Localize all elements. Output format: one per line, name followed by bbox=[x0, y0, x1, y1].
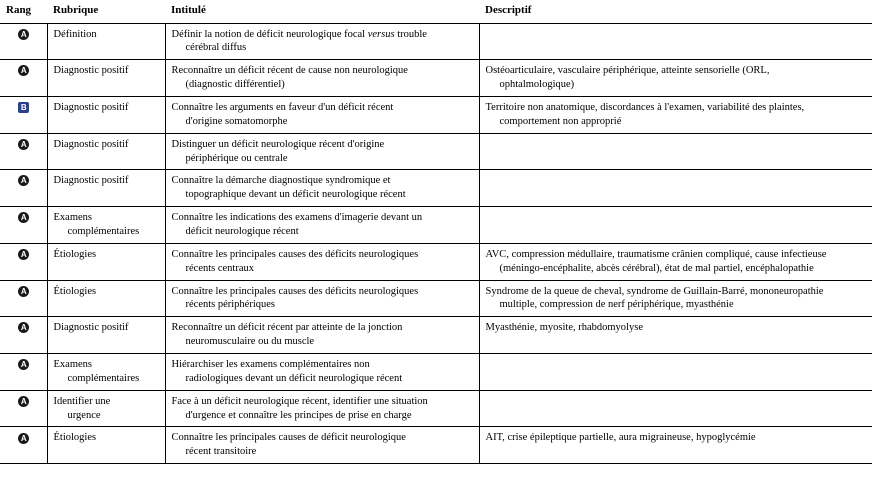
table-cell-intitule bbox=[165, 133, 479, 170]
rubrique-text: Diagnostic positif bbox=[53, 175, 129, 187]
table-cell-descriptif bbox=[479, 133, 872, 170]
rank-a-badge: A bbox=[18, 286, 29, 297]
intitule-text: Connaître les arguments en faveur d'un déficit récent bbox=[171, 101, 394, 113]
table-cell-rubrique bbox=[47, 317, 165, 354]
column-header-intitule: Intitulé bbox=[165, 0, 479, 23]
table-cell-descriptif bbox=[479, 170, 872, 207]
rubrique-text: Diagnostic positif bbox=[53, 322, 129, 334]
descriptif-text-continued: ophtalmologique) bbox=[499, 79, 575, 91]
intitule-text-continued: (diagnostic différentiel) bbox=[185, 79, 285, 91]
table-row bbox=[0, 60, 872, 97]
intitule-text-continued: récents centraux bbox=[185, 262, 255, 274]
intitule-text-emphasis: versus bbox=[367, 28, 395, 40]
intitule-text-tail: trouble bbox=[394, 28, 427, 40]
intitule-text: Reconnaître un déficit récent de cause non neurologique bbox=[171, 65, 408, 77]
rubrique-text-continued: urgence bbox=[67, 409, 101, 421]
table-cell-descriptif bbox=[479, 207, 872, 244]
intitule-text-continued: déficit neurologique récent bbox=[185, 225, 299, 237]
table-header-row bbox=[0, 0, 872, 23]
table-cell-descriptif bbox=[479, 23, 872, 60]
table-cell-intitule bbox=[165, 280, 479, 317]
table-cell-rubrique bbox=[47, 427, 165, 464]
descriptif-text: Syndrome de la queue de cheval, syndrome de Guillain-Barré, mononeuropathie bbox=[485, 285, 824, 297]
table-cell-rang bbox=[0, 280, 47, 317]
table-row bbox=[0, 353, 872, 390]
rank-a-badge: A bbox=[18, 322, 29, 333]
table-cell-rubrique bbox=[47, 23, 165, 60]
table-cell-intitule bbox=[165, 170, 479, 207]
table-cell-descriptif bbox=[479, 280, 872, 317]
table-cell-descriptif bbox=[479, 317, 872, 354]
intitule-text-continued: périphérique ou centrale bbox=[185, 152, 288, 164]
table-body bbox=[0, 23, 872, 464]
intitule-text-continued: d'urgence et connaître les principes de prise en charge bbox=[185, 409, 412, 421]
rubrique-text: Étiologies bbox=[53, 248, 97, 260]
intitule-text: Connaître les indications des examens d'imagerie devant un bbox=[171, 212, 423, 224]
descriptif-text-continued: (méningo-encéphalite, abcès cérébral), état de mal partiel, encéphalopathie bbox=[499, 262, 814, 274]
column-header-rang: Rang bbox=[0, 0, 47, 23]
rank-a-badge: A bbox=[18, 396, 29, 407]
intitule-text: Connaître les principales causes des déficits neurologiques bbox=[171, 285, 419, 297]
descriptif-text: Ostéoarticulaire, vasculaire périphérique, atteinte sensorielle (ORL, bbox=[485, 65, 770, 77]
rank-a-badge: A bbox=[18, 212, 29, 223]
table-row bbox=[0, 243, 872, 280]
intitule-text: Distinguer un déficit neurologique récent d'origine bbox=[171, 138, 385, 150]
table-cell-descriptif bbox=[479, 390, 872, 427]
table-row bbox=[0, 207, 872, 244]
table-row bbox=[0, 427, 872, 464]
table-cell-intitule bbox=[165, 390, 479, 427]
table-cell-rang bbox=[0, 170, 47, 207]
table-header bbox=[0, 0, 872, 23]
table-cell-rang bbox=[0, 133, 47, 170]
table-cell-rubrique bbox=[47, 207, 165, 244]
table-cell-descriptif bbox=[479, 427, 872, 464]
table-cell-descriptif bbox=[479, 353, 872, 390]
table-cell-rubrique bbox=[47, 96, 165, 133]
descriptif-text: Myasthénie, myosite, rhabdomyolyse bbox=[485, 322, 643, 334]
table-row bbox=[0, 170, 872, 207]
rubrique-text: Diagnostic positif bbox=[53, 101, 129, 113]
table-row bbox=[0, 317, 872, 354]
table-cell-intitule bbox=[165, 23, 479, 60]
intitule-text: Connaître la démarche diagnostique syndromique et bbox=[171, 175, 391, 187]
table-cell-rang bbox=[0, 23, 47, 60]
rubrique-text: Identifier une bbox=[53, 395, 111, 407]
rubrique-text-continued: complémentaires bbox=[67, 225, 140, 237]
descriptif-text: AVC, compression médullaire, traumatisme crânien compliqué, cause infectieuse bbox=[485, 248, 827, 260]
table-cell-rang bbox=[0, 317, 47, 354]
intitule-text: Face à un déficit neurologique récent, identifier une situation bbox=[171, 395, 428, 407]
rubrique-text: Étiologies bbox=[53, 432, 97, 444]
table-cell-descriptif bbox=[479, 96, 872, 133]
rubrique-text-continued: complémentaires bbox=[67, 372, 140, 384]
table-cell-rang bbox=[0, 207, 47, 244]
table-cell-intitule bbox=[165, 60, 479, 97]
table-cell-intitule bbox=[165, 243, 479, 280]
intitule-text-continued: récents périphériques bbox=[185, 299, 276, 311]
table-cell-rubrique bbox=[47, 133, 165, 170]
table-cell-intitule bbox=[165, 96, 479, 133]
descriptif-text-continued: multiple, compression de nerf périphérique, myasthénie bbox=[499, 299, 734, 311]
column-header-descriptif: Descriptif bbox=[479, 0, 872, 23]
rank-a-badge: A bbox=[18, 433, 29, 444]
rank-a-badge: A bbox=[18, 175, 29, 186]
table-cell-rang bbox=[0, 243, 47, 280]
table-cell-rang bbox=[0, 96, 47, 133]
rubrique-text: Étiologies bbox=[53, 285, 97, 297]
intitule-text-continued: topographique devant un déficit neurologique récent bbox=[185, 189, 406, 201]
table-row bbox=[0, 96, 872, 133]
intitule-text: Définir la notion de déficit neurologique focal bbox=[171, 28, 368, 40]
table-cell-rang bbox=[0, 60, 47, 97]
table-cell-rang bbox=[0, 390, 47, 427]
intitule-text-continued: radiologiques devant un déficit neurologique récent bbox=[185, 372, 403, 384]
table-row bbox=[0, 133, 872, 170]
rank-a-badge: A bbox=[18, 65, 29, 76]
table-cell-intitule bbox=[165, 317, 479, 354]
intitule-text: Hiérarchiser les examens complémentaires non bbox=[171, 358, 370, 370]
descriptif-text: Territoire non anatomique, discordances à l'examen, variabilité des plaintes, bbox=[485, 101, 805, 113]
rank-a-badge: A bbox=[18, 359, 29, 370]
table-cell-rang bbox=[0, 353, 47, 390]
intitule-text: Connaître les principales causes de déficit neurologique bbox=[171, 432, 406, 444]
intitule-text-continued: récent transitoire bbox=[185, 446, 257, 458]
rubrique-text: Diagnostic positif bbox=[53, 138, 129, 150]
table-cell-intitule bbox=[165, 207, 479, 244]
table-cell-intitule bbox=[165, 353, 479, 390]
table-cell-rubrique bbox=[47, 170, 165, 207]
rubrique-text: Définition bbox=[53, 28, 97, 40]
descriptif-text-continued: comportement non approprié bbox=[499, 115, 622, 127]
table-row bbox=[0, 280, 872, 317]
rubrique-text: Diagnostic positif bbox=[53, 65, 129, 77]
intitule-text-continued: d'origine somatomorphe bbox=[185, 115, 288, 127]
intitule-text: Reconnaître un déficit récent par atteinte de la jonction bbox=[171, 322, 403, 334]
table-row bbox=[0, 390, 872, 427]
column-header-rubrique: Rubrique bbox=[47, 0, 165, 23]
table-cell-rubrique bbox=[47, 353, 165, 390]
table-cell-rubrique bbox=[47, 60, 165, 97]
intitule-text-continued: cérébral diffus bbox=[185, 42, 247, 54]
descriptif-text: AIT, crise épileptique partielle, aura migraineuse, hypoglycémie bbox=[485, 432, 756, 444]
table-row bbox=[0, 23, 872, 60]
rank-a-badge: A bbox=[18, 249, 29, 260]
rank-b-badge: B bbox=[18, 102, 29, 113]
table-cell-rubrique bbox=[47, 243, 165, 280]
intitule-text-continued: neuromusculaire ou du muscle bbox=[185, 336, 315, 348]
rank-a-badge: A bbox=[18, 139, 29, 150]
table-cell-rubrique bbox=[47, 390, 165, 427]
table-cell-descriptif bbox=[479, 60, 872, 97]
table-cell-descriptif bbox=[479, 243, 872, 280]
table-cell-rang bbox=[0, 427, 47, 464]
rank-a-badge: A bbox=[18, 29, 29, 40]
rubrique-text: Examens bbox=[53, 212, 92, 224]
table-cell-rubrique bbox=[47, 280, 165, 317]
rubrique-text: Examens bbox=[53, 358, 92, 370]
intitule-text: Connaître les principales causes des déficits neurologiques bbox=[171, 248, 419, 260]
table-cell-intitule bbox=[165, 427, 479, 464]
